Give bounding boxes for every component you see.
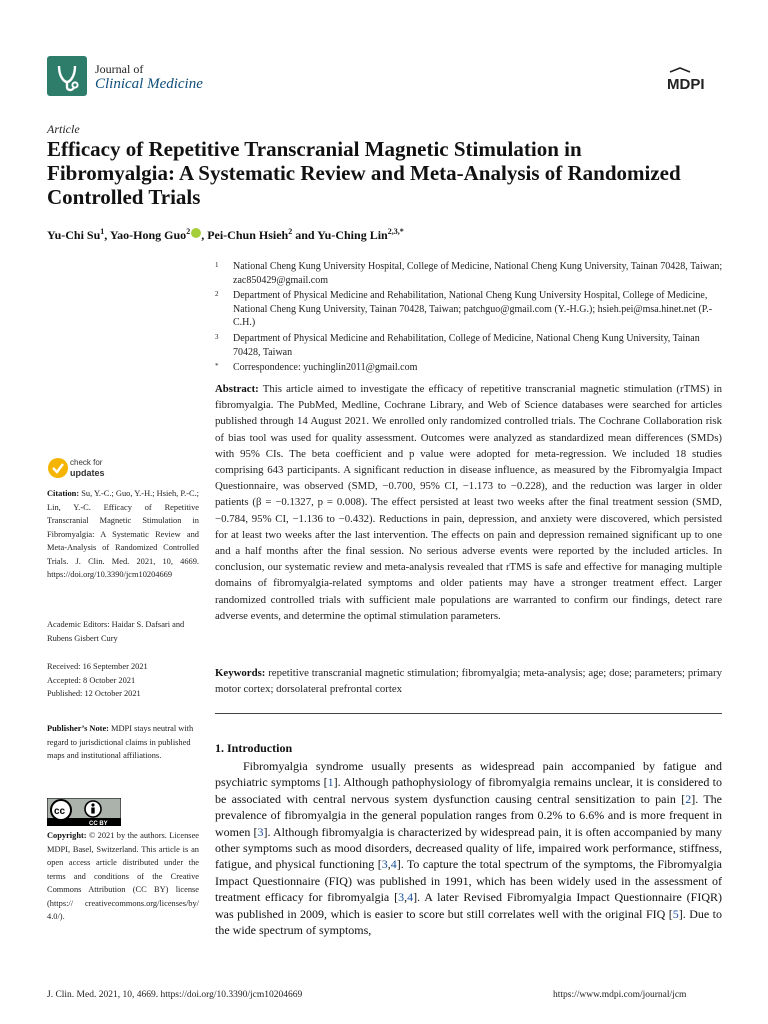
affiliation-number: 1 bbox=[215, 261, 219, 269]
affiliation-number: 3 bbox=[215, 332, 219, 341]
journal-logo bbox=[47, 56, 87, 96]
footer-citation: J. Clin. Med. 2021, 10, 4669. https://doi.org/10.3390/jcm10204669 bbox=[47, 990, 303, 1000]
affiliation-number: 2 bbox=[215, 290, 219, 299]
mdpi-logo bbox=[666, 67, 721, 93]
cc-by-license-badge[interactable] bbox=[47, 798, 121, 826]
reference-link[interactable]: 3 bbox=[381, 857, 388, 872]
received-date: Received: 16 September 2021 bbox=[47, 662, 148, 671]
author-name[interactable]: Yu-Ching Lin bbox=[317, 228, 388, 242]
introduction-heading: 1. Introduction bbox=[215, 741, 293, 755]
introduction-text: Fibromyalgia syndrome usually presents as widespread pain accompanied by fatigue and psychiatric symptoms [ bbox=[215, 759, 722, 790]
introduction-text: , bbox=[387, 857, 391, 872]
affiliation-text: Department of Physical Medicine and Rehabilitation, National Cheng Kung University Hospital, College of Medicine, National Cheng Kung University, Tainan 70428, Taiwan; patchguo@gmail.com (Y.-H.G.); hsieh.pei@msa.hinet.net (P.-C.H.) bbox=[233, 290, 713, 329]
author-affiliation-marker: 2 bbox=[186, 227, 191, 236]
article-type: Article bbox=[47, 122, 80, 136]
keywords-text: repetitive transcranial magnetic stimulation; fibromyalgia; meta-analysis; age; dose; parameters; primary motor cortex; dorsolateral prefrontal cortex bbox=[215, 667, 722, 696]
check-for-updates-label-bold[interactable]: updates bbox=[70, 468, 105, 478]
affiliation-item bbox=[215, 332, 725, 359]
paper-title: Efficacy of Repetitive Transcranial Magnetic Stimulation in Fibromyalgia: A Systematic Review and Meta-Analysis of Randomized Controlled Trials bbox=[47, 137, 681, 209]
introduction-text: ]. The prevalence of fibromyalgia in the general population ranges from 0.2% to 6.6% and is more frequent in women [ bbox=[215, 791, 722, 839]
reference-link[interactable]: 4 bbox=[407, 890, 414, 905]
author-name[interactable]: Yao-Hong Guo bbox=[109, 228, 187, 242]
affiliation-item bbox=[215, 289, 725, 330]
author-name[interactable]: Yu-Chi Su bbox=[47, 228, 101, 242]
journal-name-line1: Journal of bbox=[95, 62, 144, 76]
license-label: CC BY bbox=[89, 821, 108, 826]
citation-label: Citation: bbox=[47, 489, 80, 498]
author-affiliation-marker: 1 bbox=[100, 227, 105, 236]
affiliation-text: Department of Physical Medicine and Rehabilitation, College of Medicine, National Cheng Kung University, Tainan 70428, Taiwan bbox=[233, 332, 700, 358]
reference-link[interactable]: 2 bbox=[685, 791, 692, 806]
affiliation-item bbox=[215, 260, 725, 287]
publication-dates bbox=[47, 660, 199, 701]
footer-journal-url[interactable]: https://www.mdpi.com/journal/jcm bbox=[553, 990, 687, 1000]
introduction-text: , bbox=[404, 890, 408, 905]
reference-link[interactable]: 1 bbox=[327, 775, 334, 790]
author-name[interactable]: Pei-Chun Hsieh bbox=[207, 228, 289, 242]
check-for-updates-icon[interactable] bbox=[47, 457, 69, 479]
abstract-text: This article aimed to investigate the efficacy of repetitive transcranial magnetic stimulation (rTMS) in fibromyalgia. The PubMed, Medline, Cochrane Library, and Web of Science databases were searched for articles published through 14 August 2021. We enrolled only randomized controlled trials. The Cochrane Collaboration risk of bias tool was used for quality assessment. Outcomes were analyzed as standardized mean differences (SMDs) with 95% CIs. The beta coefficient and p value were adopted for meta-regression. We included 18 studies comprising 643 participants. A significant reduction in disease influence, as measured by the Fibromyalgia Impact Questionnaire, was observed (SMD, −0.700, 95% CI, −1.173 to −0.228), and the reduction was larger in older patients (β = −0.1327, p = 0.008). The effect persisted at least two weeks after the final treatment session (SMD, −0.784, 95% CI, −1.136 to −0.432). Reductions in pain, depression, and anxiety were discovered, which persisted for at least two weeks after the last intervention. The effects on pain and depression remained significant up to one and a half months after the final session. No serious adverse events were reported by the included articles. In conclusion, our systematic review and meta-analysis revealed that rTMS is safe and effective for managing multiple domains of fibromyalgia-related symptoms and older patients may have a stronger treatment effect. Larger randomized controlled trials with sufficient male populations are warranted to confirm our findings, detect rare adverse events, and determine the optimal stimulation parameters. bbox=[215, 383, 722, 622]
affiliation-text: Correspondence: yuchinglin2011@gmail.com bbox=[233, 362, 418, 374]
keywords-label: Keywords: bbox=[215, 667, 266, 679]
section-divider bbox=[215, 713, 722, 714]
abstract-label: Abstract: bbox=[215, 383, 259, 395]
introduction-text: ]. To capture the total spectrum of the symptoms, the Fibromyalgia Impact Questionnaire (FIQ) was published in 1991, which has been widely used in the assessment of treatment efficacy for fibromyalgia [ bbox=[215, 857, 722, 905]
author-affiliation-marker: 2,3,* bbox=[387, 227, 404, 236]
citation-text: Su, Y.-C.; Guo, Y.-H.; Hsieh, P.-C.; Lin, Y.-C. Efficacy of Repetitive Transcranial Magnetic Stimulation in Fibromyalgia: A Systematic Review and Meta-Analysis of Randomized Controlled Trials. J. Clin. Med. 2021, 10, 4669. https://doi.org/10.3390/jcm10204669 bbox=[47, 489, 199, 579]
affiliation-text: National Cheng Kung University Hospital, College of Medicine, National Cheng Kung University, Tainan 70428, Taiwan; zac850429@gmail.com bbox=[233, 261, 723, 286]
copyright-text: © 2021 by the authors. Licensee MDPI, Basel, Switzerland. This article is an open access article distributed under the terms and conditions of the Creative Commons Attribution (CC BY) license (https:// creativecommons.org/licenses/by/ 4.0/). bbox=[47, 831, 199, 921]
affiliation-item bbox=[215, 361, 725, 375]
reference-link[interactable]: 5 bbox=[672, 906, 679, 921]
copyright-label: Copyright: bbox=[47, 831, 87, 840]
reference-link[interactable]: 3 bbox=[398, 890, 405, 905]
orcid-icon[interactable] bbox=[191, 228, 201, 238]
author-list bbox=[47, 227, 707, 243]
publisher-note bbox=[47, 722, 199, 763]
keywords bbox=[215, 665, 722, 697]
publisher-note-label: Publisher’s Note: bbox=[47, 724, 109, 733]
published-date: Published: 12 October 2021 bbox=[47, 689, 141, 698]
academic-editors: Academic Editors: Haidar S. Dafsari and Rubens Gisbert Cury bbox=[47, 620, 185, 643]
introduction-text: ]. Although pathophysiology of fibromyalgia remains unclear, it is considered to be associated with central nervous system dysfunction causing central sensitization to pain [ bbox=[215, 775, 722, 806]
introduction-body bbox=[215, 758, 722, 938]
introduction-text: ]. Although fibromyalgia is characterized by widespread pain, it is often accompanied by many other symptoms such as mood disorders, decreased quality of life, impaired work performance, stiffness, fatigue, and physical functioning [ bbox=[215, 824, 722, 872]
svg-text:cc: cc bbox=[54, 806, 66, 817]
author-separator: , bbox=[201, 228, 208, 242]
publisher-name: MDPI bbox=[667, 76, 705, 93]
copyright-block bbox=[47, 829, 199, 924]
author-separator: and bbox=[292, 228, 318, 242]
author-affiliation-marker: 2 bbox=[288, 227, 293, 236]
accepted-date: Accepted: 8 October 2021 bbox=[47, 675, 136, 685]
journal-name-line2: Clinical Medicine bbox=[95, 76, 203, 92]
reference-link[interactable]: 3 bbox=[257, 824, 264, 839]
check-for-updates-label[interactable]: check for bbox=[70, 458, 103, 467]
introduction-text: ]. A later Revised Fibromyalgia Impact Questionnaire (FIQR) was published in 2009, which is easier to score but still correlates well with the original FIQ [ bbox=[215, 890, 722, 921]
publisher-note-text: MDPI stays neutral with regard to jurisdictional claims in published maps and institutional affiliations. bbox=[47, 724, 194, 760]
affiliations bbox=[215, 260, 725, 377]
reference-link[interactable]: 4 bbox=[390, 857, 397, 872]
author-separator: , bbox=[104, 228, 110, 242]
citation-block bbox=[47, 487, 199, 582]
abstract bbox=[215, 381, 722, 624]
introduction-text: ]. Due to the wide spectrum of symptoms, bbox=[215, 906, 722, 938]
affiliation-number: * bbox=[215, 362, 219, 371]
